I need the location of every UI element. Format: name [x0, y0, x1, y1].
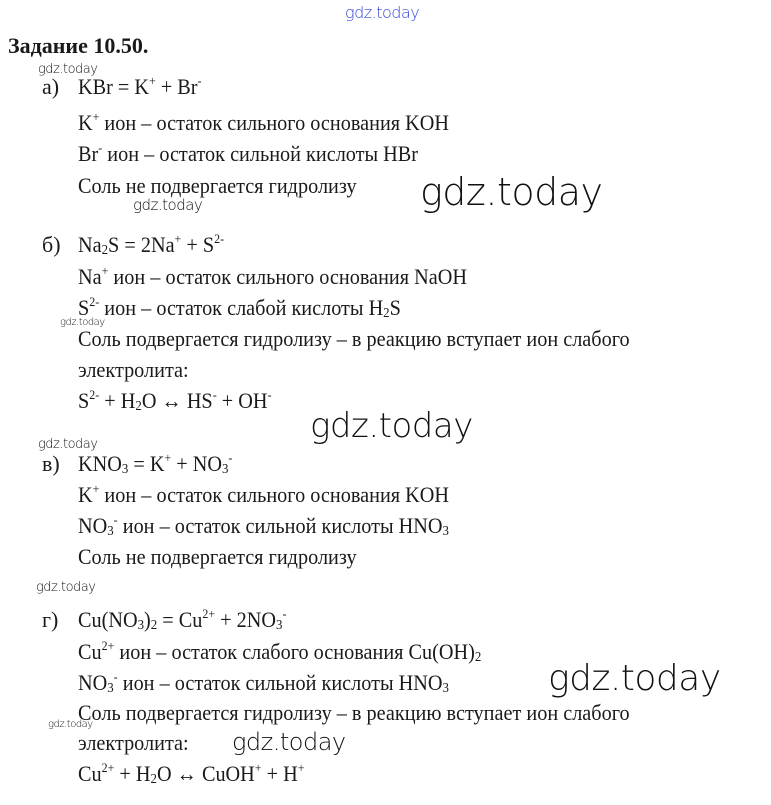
text-segment: Br: [78, 141, 99, 166]
text-segment: Na: [78, 232, 102, 257]
superscript: +: [92, 481, 100, 496]
watermark: gdz.today: [548, 658, 721, 699]
text-segment: ион – остаток сильной кислоты HNO: [117, 513, 443, 538]
text-segment: O ↔ HS: [141, 388, 213, 413]
superscript: +: [92, 109, 100, 124]
section-label: а): [42, 74, 60, 99]
superscript: -: [113, 512, 118, 527]
watermark: gdz.today: [38, 62, 98, 77]
page-title: Задание 10.50.: [8, 33, 149, 58]
text-segment: Cu: [78, 639, 102, 664]
section-label: б): [42, 232, 61, 257]
text-segment: + NO: [171, 451, 222, 476]
watermark: gdz.today: [133, 196, 203, 214]
subscript: 3: [137, 618, 145, 633]
subscript: 3: [276, 618, 283, 633]
superscript: 2+: [101, 638, 115, 653]
text-segment: Соль подвергается гидролизу – в реакцию вступает ион слабого: [78, 700, 630, 725]
text-segment: Cu(NO: [78, 607, 138, 632]
subscript: 3: [107, 524, 114, 539]
watermark: gdz.today: [60, 317, 105, 328]
text-line: [78, 544, 357, 570]
text-line: [78, 141, 418, 167]
text-segment: K: [78, 110, 93, 135]
text-segment: K: [78, 482, 93, 507]
superscript: -: [98, 140, 103, 155]
text-segment: ион – остаток сильного основания KOH: [99, 482, 450, 507]
subscript: 2: [150, 618, 158, 633]
subscript: 2: [383, 306, 390, 321]
text-segment: NO: [78, 670, 108, 695]
text-line: [78, 74, 202, 100]
superscript: +: [174, 231, 182, 246]
subscript: 2: [135, 399, 142, 414]
text-segment: Соль не подвергается гидролизу: [78, 544, 357, 569]
text-line: [78, 513, 449, 539]
superscript: +: [254, 760, 262, 775]
subscript: 3: [442, 681, 449, 696]
superscript: +: [164, 450, 172, 465]
subscript: 3: [121, 462, 129, 477]
text-line: [78, 730, 189, 756]
watermark: gdz.today: [310, 406, 473, 446]
text-segment: S: [78, 388, 90, 413]
superscript: 2+: [202, 606, 216, 621]
text-segment: ион – остаток слабого основания Cu(OH): [114, 639, 475, 664]
text-segment: + S: [181, 232, 215, 257]
text-segment: O ↔ CuOH: [156, 761, 255, 786]
text-segment: ): [144, 607, 151, 632]
superscript: 2-: [89, 294, 100, 309]
text-line: [78, 232, 224, 258]
text-segment: S = 2Na: [108, 232, 175, 257]
text-segment: Cu: [78, 761, 102, 786]
text-line: [78, 761, 304, 787]
superscript: -: [113, 669, 118, 684]
text-segment: + 2NO: [215, 607, 277, 632]
text-line: [78, 388, 271, 414]
watermark: gdz.today: [48, 719, 93, 730]
watermark: gdz.today: [36, 580, 96, 595]
text-segment: ион – остаток слабой кислоты H: [99, 295, 384, 320]
superscript: +: [149, 73, 156, 88]
text-segment: ион – остаток сильной кислоты HBr: [102, 141, 419, 166]
text-segment: S: [78, 295, 90, 320]
watermark: gdz.today: [232, 728, 346, 756]
text-segment: + OH: [216, 388, 268, 413]
superscript: -: [212, 387, 217, 402]
text-line: [78, 264, 467, 290]
text-segment: KBr = K: [78, 74, 150, 99]
superscript: +: [297, 760, 305, 775]
text-line: [78, 700, 630, 726]
subscript: 3: [442, 524, 449, 539]
subscript: 2: [150, 772, 157, 787]
text-line: [78, 173, 357, 199]
text-segment: Соль не подвергается гидролизу: [78, 173, 357, 198]
watermark: gdz.today: [420, 170, 603, 214]
text-segment: Na: [78, 264, 102, 289]
text-line: [78, 670, 449, 696]
text-line: [78, 607, 286, 633]
text-segment: = K: [128, 451, 165, 476]
section-label: г): [42, 607, 59, 632]
text-segment: S: [389, 295, 401, 320]
text-segment: + H: [261, 761, 298, 786]
superscript: 2-: [214, 231, 225, 246]
text-line: [78, 326, 630, 352]
watermark: gdz.today: [38, 437, 98, 452]
superscript: -: [267, 387, 272, 402]
section-label: в): [42, 451, 60, 476]
superscript: 2+: [101, 760, 115, 775]
text-line: [78, 451, 232, 477]
text-segment: + Br: [155, 74, 198, 99]
text-line: [78, 639, 481, 665]
superscript: 2-: [89, 387, 100, 402]
text-segment: ион – остаток сильной кислоты HNO: [117, 670, 443, 695]
text-segment: ион – остаток сильного основания NaOH: [108, 264, 467, 289]
superscript: -: [197, 73, 202, 88]
subscript: 3: [221, 462, 229, 477]
text-line: [78, 482, 449, 508]
text-segment: + H: [99, 388, 136, 413]
watermark: gdz.today: [345, 3, 420, 22]
text-segment: NO: [78, 513, 108, 538]
text-segment: KNO: [78, 451, 122, 476]
subscript: 2: [474, 650, 482, 665]
text-segment: Соль подвергается гидролизу – в реакцию вступает ион слабого: [78, 326, 630, 351]
text-line: [78, 295, 401, 321]
text-line: [78, 357, 189, 383]
text-segment: = Cu: [157, 607, 203, 632]
text-segment: ион – остаток сильного основания KOH: [99, 110, 450, 135]
text-segment: электролита:: [78, 730, 189, 755]
subscript: 2: [101, 243, 109, 258]
text-line: [78, 110, 449, 136]
text-segment: электролита:: [78, 357, 189, 382]
superscript: +: [101, 263, 109, 278]
text-segment: + H: [114, 761, 151, 786]
subscript: 3: [107, 681, 114, 696]
superscript: -: [228, 450, 233, 465]
superscript: -: [282, 606, 287, 621]
